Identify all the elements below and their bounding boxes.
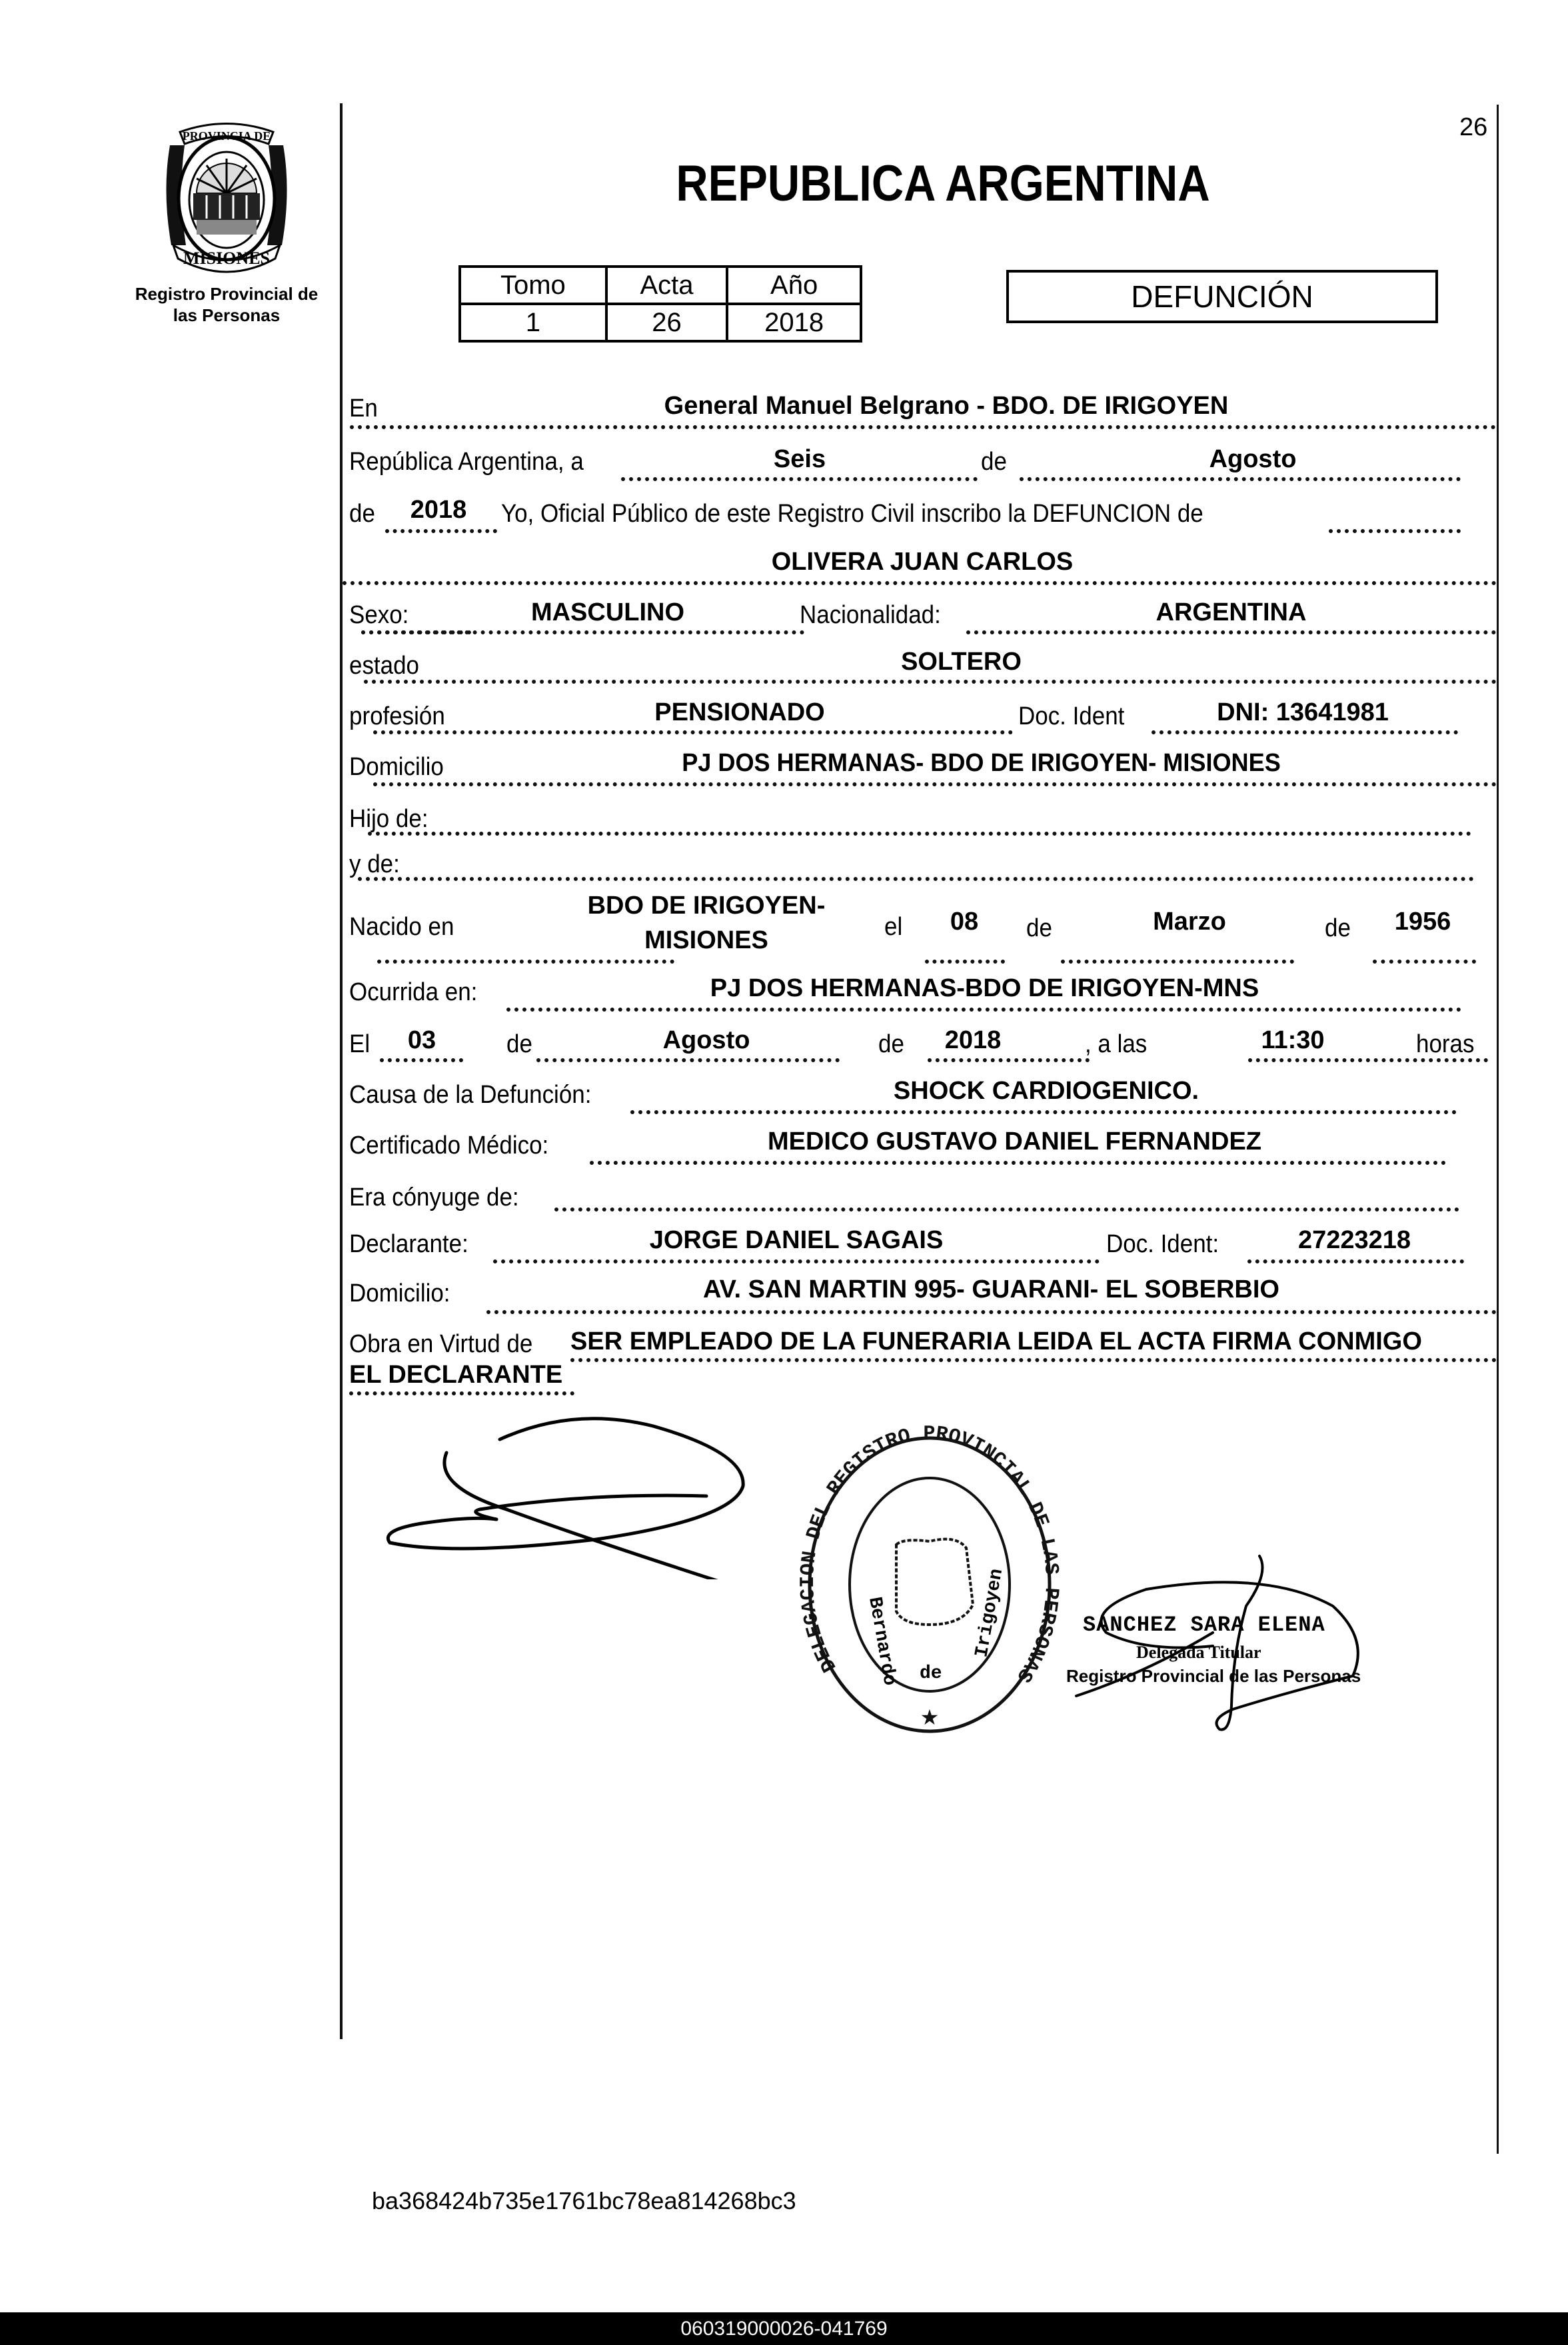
profesion-label: profesión: [349, 702, 445, 730]
registry-seal-icon: [796, 1425, 1063, 1745]
y-de-label: y de:: [349, 850, 400, 878]
domicilio-declarante-label: Domicilio:: [349, 1279, 450, 1307]
nacido-day-dotted-line: [925, 960, 1005, 964]
hijo-de-label: Hijo de:: [349, 805, 428, 833]
ocurrida-label: Ocurrida en:: [349, 978, 478, 1006]
fecha-de1: de: [981, 448, 1007, 476]
estado-value: SOLTERO: [901, 648, 1022, 676]
doc-ident-value: DNI: 13641981: [1217, 698, 1389, 726]
fecha-year-dotted-line: [385, 529, 497, 533]
nacido-month-dotted-line: [1061, 960, 1294, 964]
footer-bar: [0, 2312, 1568, 2345]
declarante-doc-label: Doc. Ident:: [1106, 1230, 1219, 1258]
causa-dotted-line: [630, 1110, 1457, 1114]
defuncion-time: 11:30: [1261, 1026, 1325, 1054]
nacido-year-dotted-line: [1373, 960, 1476, 964]
svg-text:MISIONES: MISIONES: [183, 249, 271, 268]
sexo-label: Sexo:: [349, 601, 409, 629]
name-dotted-line: [343, 581, 1497, 585]
certificado-dotted-line: [590, 1161, 1446, 1165]
provincia-de-misiones-coat-of-arms-icon: [157, 119, 297, 275]
page-number: 26: [1459, 113, 1488, 141]
defuncion-year-dotted-line: [928, 1058, 1090, 1062]
svg-text:DELEGACION DEL REGISTRO PROVIN: DELEGACION DEL REGISTRO PROVINCIAL DE LAS PERSONAS: [796, 1425, 1063, 1687]
fecha-label: República Argentina, a: [349, 448, 584, 476]
svg-text:PROVINCIA DE: PROVINCIA DE: [182, 129, 271, 143]
svg-text:de: de: [920, 1663, 942, 1684]
domicilio-value: PJ DOS HERMANAS- BDO DE IRIGOYEN- MISIONES: [682, 749, 1281, 777]
defuncion-year: 2018: [944, 1026, 1002, 1054]
en-dotted-line: [350, 425, 1496, 429]
nacionalidad-label: Nacionalidad:: [800, 601, 941, 629]
footer-code: 060319000026-041769: [680, 2318, 888, 2340]
domicilio-dotted-line: [373, 782, 1497, 786]
document-type-box: [1006, 270, 1438, 323]
document-type: DEFUNCIÓN: [1131, 279, 1313, 314]
obra-dotted-line1: [570, 1358, 1497, 1362]
declarante-value: JORGE DANIEL SAGAIS: [649, 1226, 944, 1254]
hijo-de-dotted-line: [368, 832, 1471, 836]
nacido-de2: de: [1325, 914, 1351, 942]
declarant-signature: [373, 1413, 806, 1579]
document-hash: ba368424b735e1761bc78ea814268bc3: [372, 2187, 796, 2214]
defuncion-month-dotted-line: [536, 1058, 840, 1062]
obra-value-line2: EL DECLARANTE: [349, 1361, 563, 1389]
svg-text:★: ★: [920, 1705, 940, 1729]
causa-label: Causa de la Defunción:: [349, 1081, 592, 1109]
logo-caption-line2: las Personas: [173, 305, 281, 325]
estado-dotted-line: [364, 680, 1497, 684]
fecha-day: Seis: [773, 445, 826, 473]
nacido-de1: de: [1026, 914, 1052, 942]
domicilio-label: Domicilio: [349, 753, 444, 781]
defuncion-day-dotted-line: [380, 1058, 463, 1062]
certificado-label: Certificado Médico:: [349, 1132, 549, 1160]
defuncion-a-las: , a las: [1085, 1030, 1148, 1058]
fecha-de2: de: [349, 500, 375, 528]
nacido-place-line2: MISIONES: [644, 926, 768, 954]
declarante-label: Declarante:: [349, 1230, 468, 1258]
official-name: SANCHEZ SARA ELENA: [1083, 1613, 1325, 1637]
declarante-doc-dotted-line: [1247, 1259, 1464, 1263]
domicilio-declarante-value: AV. SAN MARTIN 995- GUARANI- EL SOBERBIO: [703, 1275, 1279, 1303]
defuncion-month: Agosto: [662, 1026, 750, 1054]
fecha-month-dotted-line: [1020, 477, 1461, 481]
logo-caption-line1: Registro Provincial de: [135, 284, 319, 304]
deceased-name: OLIVERA JUAN CARLOS: [771, 548, 1074, 576]
record-header-acta: Acta: [606, 267, 727, 304]
doc-ident-label: Doc. Ident: [1018, 702, 1125, 730]
en-label: En: [349, 394, 378, 422]
right-margin-line: [1497, 105, 1499, 2154]
causa-value: SHOCK CARDIOGENICO.: [893, 1077, 1199, 1105]
nacido-day: 08: [950, 908, 979, 936]
svg-text:Irigoyen: Irigoyen: [972, 1567, 1008, 1659]
defuncion-horas: horas: [1416, 1030, 1475, 1058]
certificado-value: MEDICO GUSTAVO DANIEL FERNANDEZ: [767, 1128, 1262, 1156]
declarante-dotted-line: [493, 1259, 1100, 1263]
page-title: REPUBLICA ARGENTINA: [676, 155, 1210, 212]
nacido-month: Marzo: [1153, 908, 1226, 936]
sexo-value-dotted-line: [361, 630, 804, 634]
official-role: Delegada Titular: [1136, 1643, 1261, 1662]
record-table: [458, 265, 862, 343]
declarante-doc-value: 27223218: [1297, 1226, 1411, 1254]
nacido-el: el: [884, 913, 903, 941]
nacido-label: Nacido en: [349, 913, 454, 941]
fecha-day-dotted-line: [621, 477, 978, 481]
doc-ident-dotted-line: [1152, 730, 1458, 734]
svg-text:Bernardo: Bernardo: [864, 1595, 900, 1687]
fecha-year: 2018: [410, 496, 467, 524]
record-value-tomo: 1: [460, 304, 606, 341]
en-value: General Manuel Belgrano - BDO. DE IRIGOYEN: [664, 392, 1229, 420]
nacido-year: 1956: [1394, 908, 1451, 936]
obra-label: Obra en Virtud de: [349, 1330, 533, 1358]
conyuge-dotted-line: [554, 1207, 1459, 1211]
nacionalidad-value: ARGENTINA: [1156, 598, 1307, 626]
record-value-ano: 2018: [727, 304, 861, 341]
official-signature: [1066, 1533, 1399, 1753]
defuncion-day: 03: [407, 1026, 436, 1054]
defuncion-de1: de: [506, 1030, 532, 1058]
nacido-place-dotted-line: [377, 960, 674, 964]
nacido-place-line1: BDO DE IRIGOYEN-: [587, 892, 826, 920]
estado-label: estado: [349, 652, 419, 680]
domicilio-declarante-dotted-line: [486, 1310, 1497, 1314]
province-logo: [157, 119, 297, 275]
ocurrida-dotted-line: [506, 1008, 1461, 1012]
nacionalidad-dotted-line: [966, 630, 1496, 634]
fecha-statement: Yo, Oficial Público de este Registro Civil inscribo la DEFUNCION de: [501, 500, 1203, 528]
profesion-value: PENSIONADO: [654, 698, 825, 726]
fecha-month: Agosto: [1209, 445, 1297, 473]
defuncion-de2: de: [878, 1030, 904, 1058]
record-header-tomo: Tomo: [460, 267, 606, 304]
obra-dotted-line2: [349, 1391, 574, 1395]
left-margin-line: [340, 103, 343, 2039]
ocurrida-value: PJ DOS HERMANAS-BDO DE IRIGOYEN-MNS: [710, 974, 1259, 1002]
official-office: Registro Provincial de las Personas: [1066, 1666, 1361, 1686]
obra-value-line1: SER EMPLEADO DE LA FUNERARIA LEIDA EL ACTA FIRMA CONMIGO: [570, 1327, 1422, 1355]
record-value-acta: 26: [606, 304, 727, 341]
registry-delegation-stamp: [796, 1425, 1063, 1745]
official-stamp: [1066, 1533, 1399, 1753]
defuncion-el-label: El: [349, 1030, 371, 1058]
profesion-dotted-line: [373, 730, 1013, 734]
sexo-value: MASCULINO: [530, 598, 685, 626]
statement-dotted-line: [1329, 529, 1461, 533]
record-header-ano: Año: [727, 267, 861, 304]
conyuge-label: Era cónyuge de:: [349, 1183, 519, 1211]
y-de-dotted-line: [358, 877, 1474, 881]
